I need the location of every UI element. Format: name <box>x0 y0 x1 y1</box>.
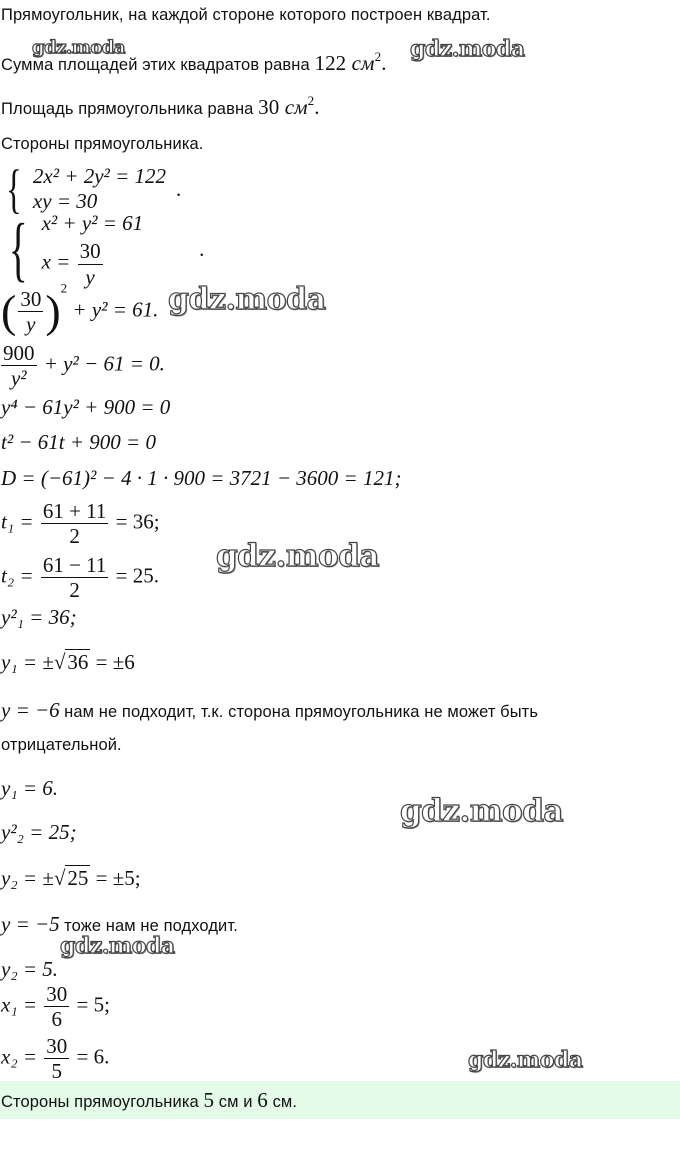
y1-plus-minus: y₁ = ±√36 = ±6 <box>1 650 135 674</box>
reject-negative-6: y = −6 нам не подходит, т.к. сторона прямоугольника не может быть <box>1 698 539 722</box>
rectangle-area-line <box>1 95 320 120</box>
y-squared-1: y²₁ = 36; <box>1 605 77 629</box>
watermark: gdz.moda <box>216 538 379 574</box>
root-t1: t₁ = $\frac{61 + 11}{2}$ = 36; <box>1 499 160 549</box>
system-2-row-1: x² + y² = 61 <box>41 211 144 236</box>
substitution-equation: ( $\frac{30}{y}$ )$^2$ + y² = 61. <box>1 280 159 337</box>
x2-value: x₂ = $\frac{30}{5}$ = 6. <box>1 1035 110 1081</box>
area-text: Площадь прямоугольника равна <box>1 100 254 118</box>
watermark: gdz.moda <box>400 793 563 829</box>
system-1-row-1: 2x² + 2y² = 122 <box>32 164 166 188</box>
system-2: { x² + y² = 61 x = $\frac{30}{y}$ . <box>8 209 205 289</box>
left-brace-icon: { <box>8 209 28 289</box>
root-t2: t₂ = $\frac{61 - 11}{2}$ = 25. <box>1 553 159 603</box>
area-value: 30 $см^2$. <box>258 93 320 119</box>
answer-text: Стороны прямоугольника 5 см и 6 см. <box>1 1087 298 1112</box>
watermark: gdz.moda <box>168 282 326 317</box>
sides-heading: Стороны прямоугольника. <box>1 135 204 153</box>
reject-negative-6-cont: отрицательной. <box>1 736 122 754</box>
sum-text: Сумма площадей этих квадратов равна <box>1 56 310 74</box>
reject-negative-5: y = −5 тоже нам не подходит. <box>1 912 238 936</box>
answer-banner <box>0 1081 680 1119</box>
watermark: gdz.moda <box>468 1047 583 1073</box>
biquadratic-equation: y⁴ − 61y² + 900 = 0 <box>1 395 171 419</box>
y2-value: y₂ = 5. <box>1 957 59 981</box>
system-2-row-2: x = $\frac{30}{y}$ <box>41 239 101 289</box>
problem-statement: Прямоугольник, на каждой стороне которого построен квадрат. <box>1 6 491 24</box>
sum-value: 122 $см^2$. <box>314 49 387 75</box>
system-1: { 2x² + 2y² = 122 xy = 30 . <box>6 159 182 219</box>
watermark: gdz.moda <box>32 37 125 58</box>
system-1-row-2: xy = 30 <box>32 189 98 213</box>
x1-value: x₁ = $\frac{30}{6}$ = 5; <box>1 982 110 1032</box>
discriminant: D = (−61)² − 4 · 1 · 900 = 3721 − 3600 = 121; <box>1 466 402 490</box>
y2-plus-minus: y₂ = ±√25 = ±5; <box>1 866 141 890</box>
equation-900: $\frac{900}{\text{y²}}$ + y² − 61 = 0. <box>3 341 165 391</box>
y1-value: y₁ = 6. <box>1 776 59 800</box>
watermark: gdz.moda <box>60 933 175 959</box>
left-brace-icon: { <box>6 159 22 219</box>
y-squared-2: y²₂ = 25; <box>1 820 77 844</box>
watermark: gdz.moda <box>410 36 525 62</box>
quadratic-in-t: t² − 61t + 900 = 0 <box>1 430 156 454</box>
